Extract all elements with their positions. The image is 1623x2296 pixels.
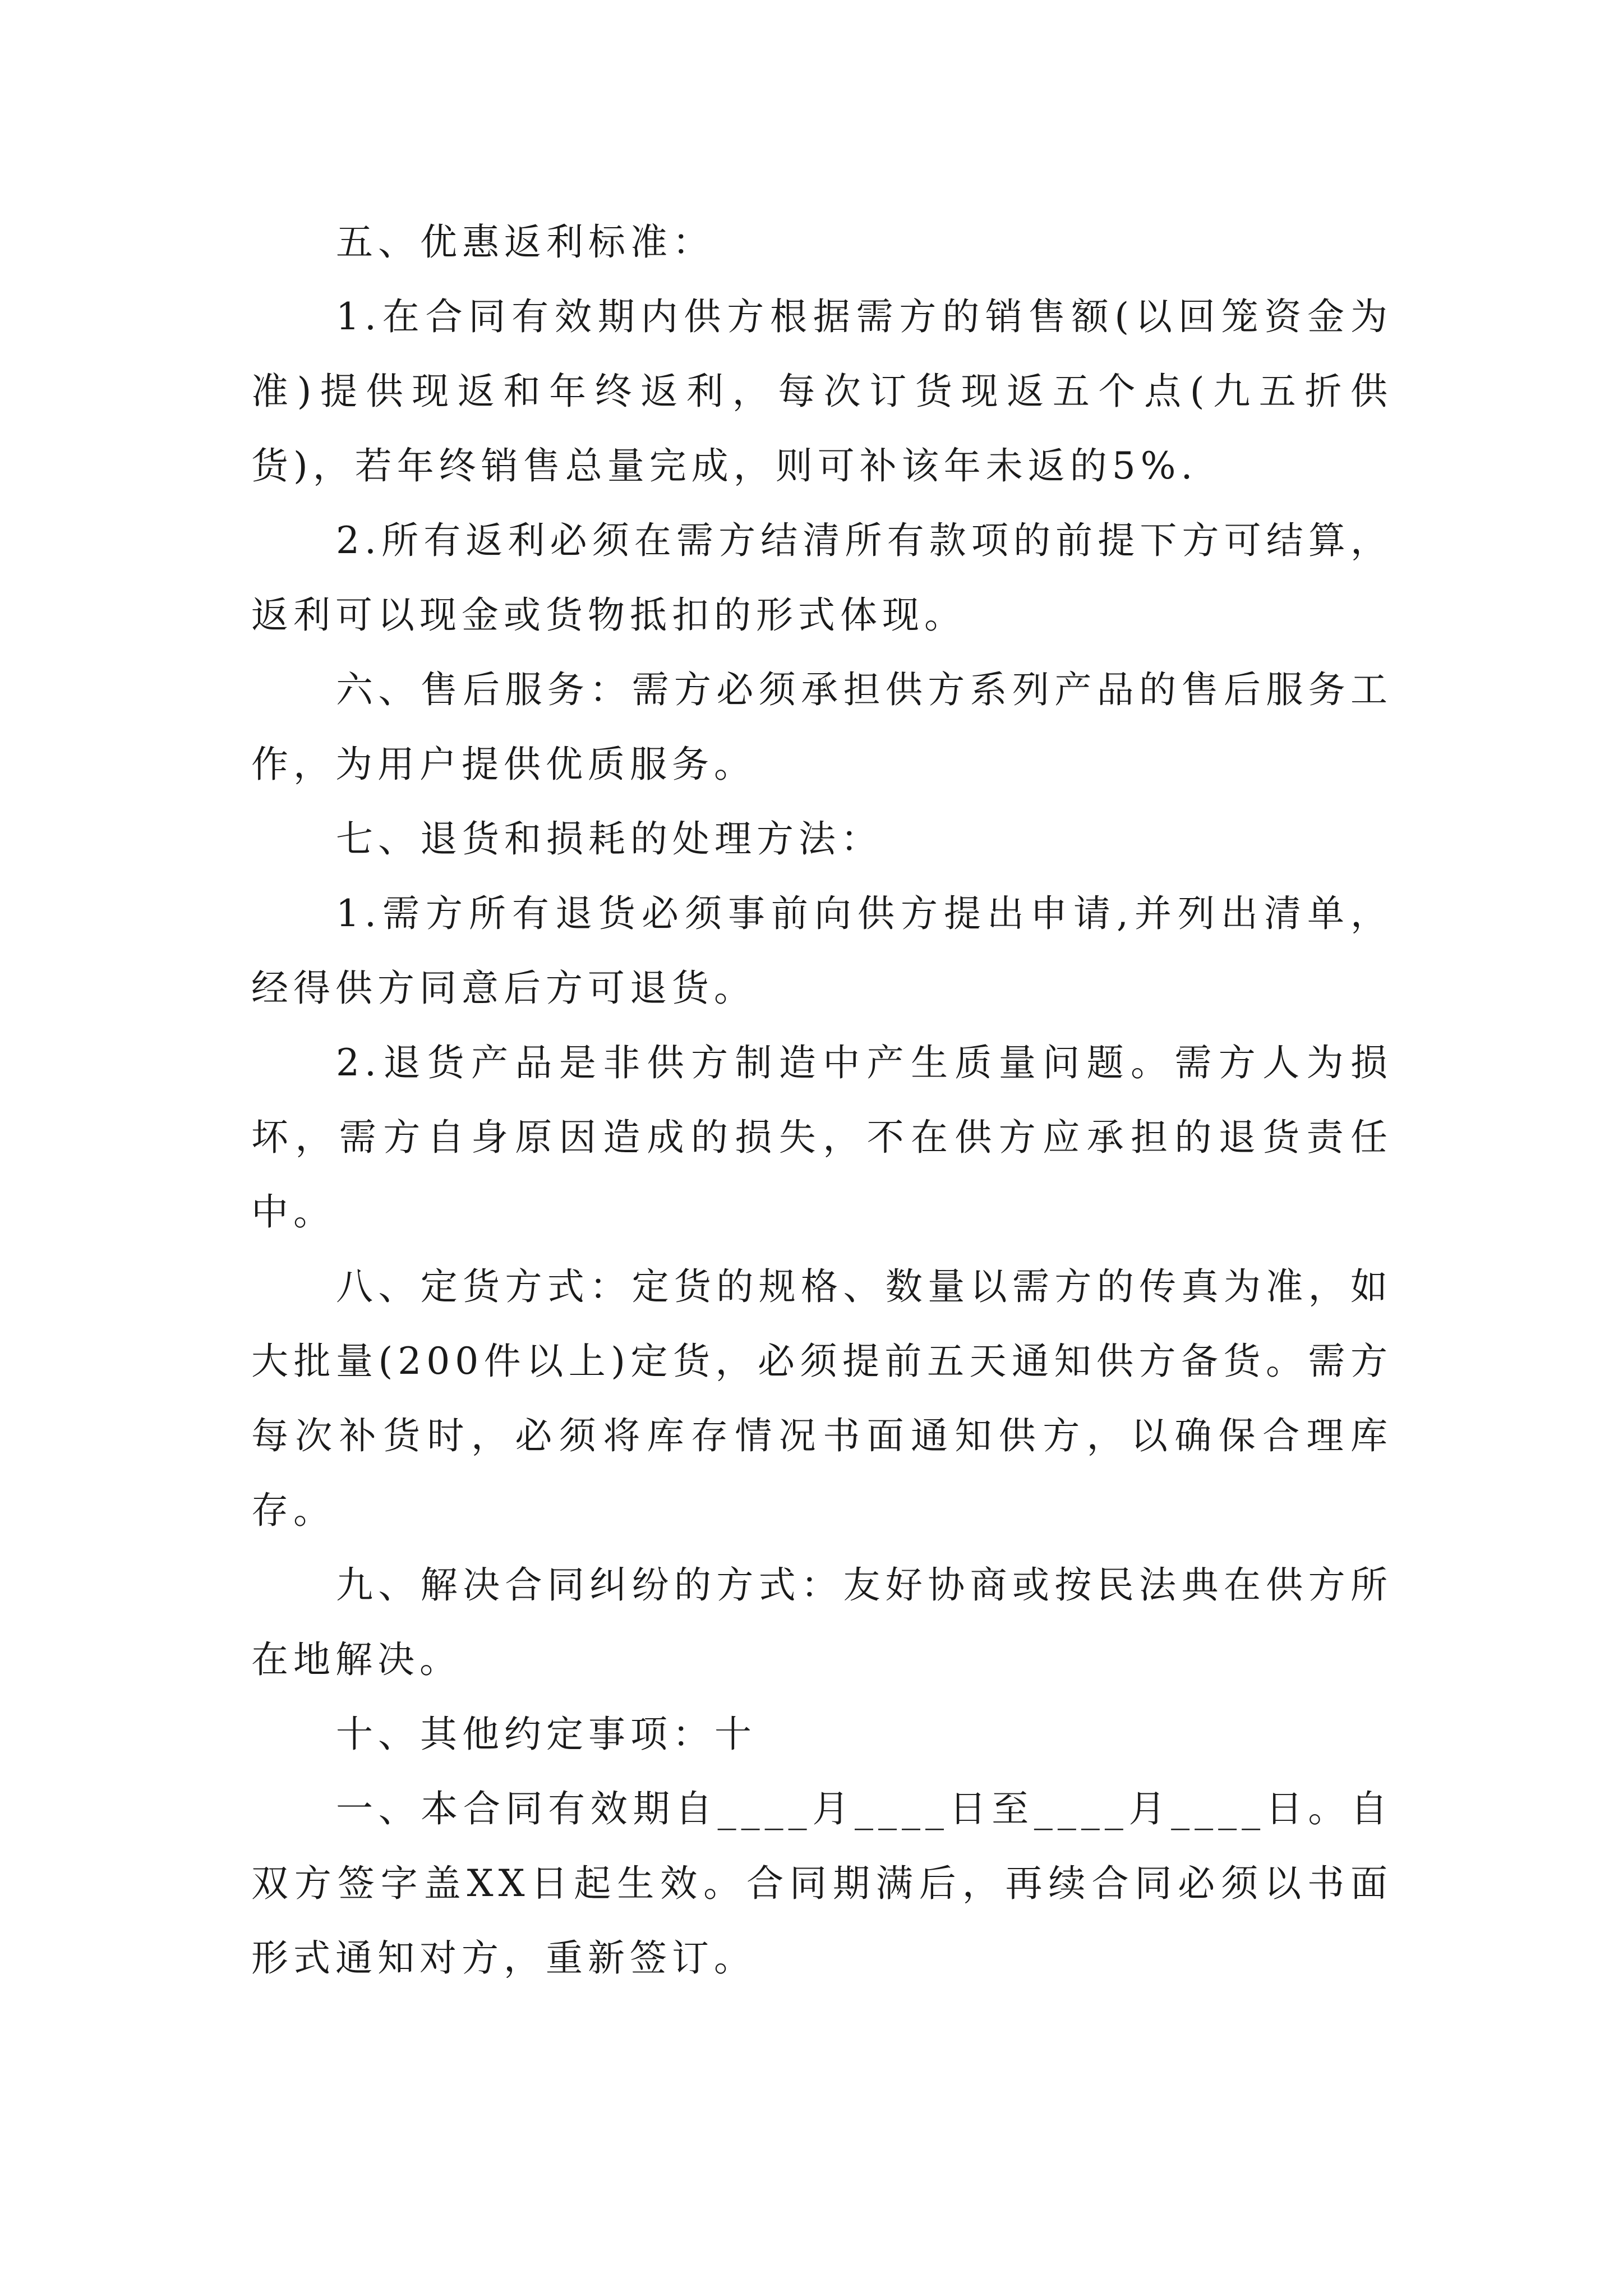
- section-6-after-sales: 六、售后服务：需方必须承担供方系列产品的售后服务工作，为用户提供优质服务。: [251, 668, 1393, 786]
- section-7-heading: 七、退货和损耗的处理方法：: [336, 817, 883, 861]
- section-7-item-1: 1.需方所有退货必须事前向供方提出申请,并列出清单，经得供方同意后方可退货。: [251, 892, 1393, 1010]
- document-body: [251, 205, 1393, 1995]
- section-5-item-1: 1.在合同有效期内供方根据需方的销售额(以回笼资金为准)提供现返和年终返利，每次订货现返五个点(九五折供货)，若年终销售总量完成，则可补该年未返的5%.: [251, 295, 1393, 487]
- section-5-heading: 五、优惠返利标准：: [336, 220, 714, 264]
- section-11-validity: 一、本合同有效期自____月____日至____月____日。自双方签字盖XX日起生效。合同期满后，再续合同必须以书面形式通知对方，重新签订。: [251, 1787, 1393, 1980]
- section-7-item-2: 2.退货产品是非供方制造中产生质量问题。需方人为损坏，需方自身原因造成的损失，不在供方应承担的退货责任中。: [251, 1041, 1393, 1234]
- section-8-ordering: 八、定货方式：定货的规格、数量以需方的传真为准，如大批量(200件以上)定货，必须提前五天通知供方备货。需方每次补货时，必须将库存情况书面通知供方，以确保合理库存。: [251, 1265, 1393, 1532]
- section-5-item-2: 2.所有返利必须在需方结清所有款项的前提下方可结算，返利可以现金或货物抵扣的形式体现。: [251, 519, 1393, 637]
- section-10-heading: 十、其他约定事项：十: [336, 1713, 757, 1756]
- section-9-disputes: 九、解决合同纠纷的方式：友好协商或按民法典在供方所在地解决。: [251, 1563, 1393, 1681]
